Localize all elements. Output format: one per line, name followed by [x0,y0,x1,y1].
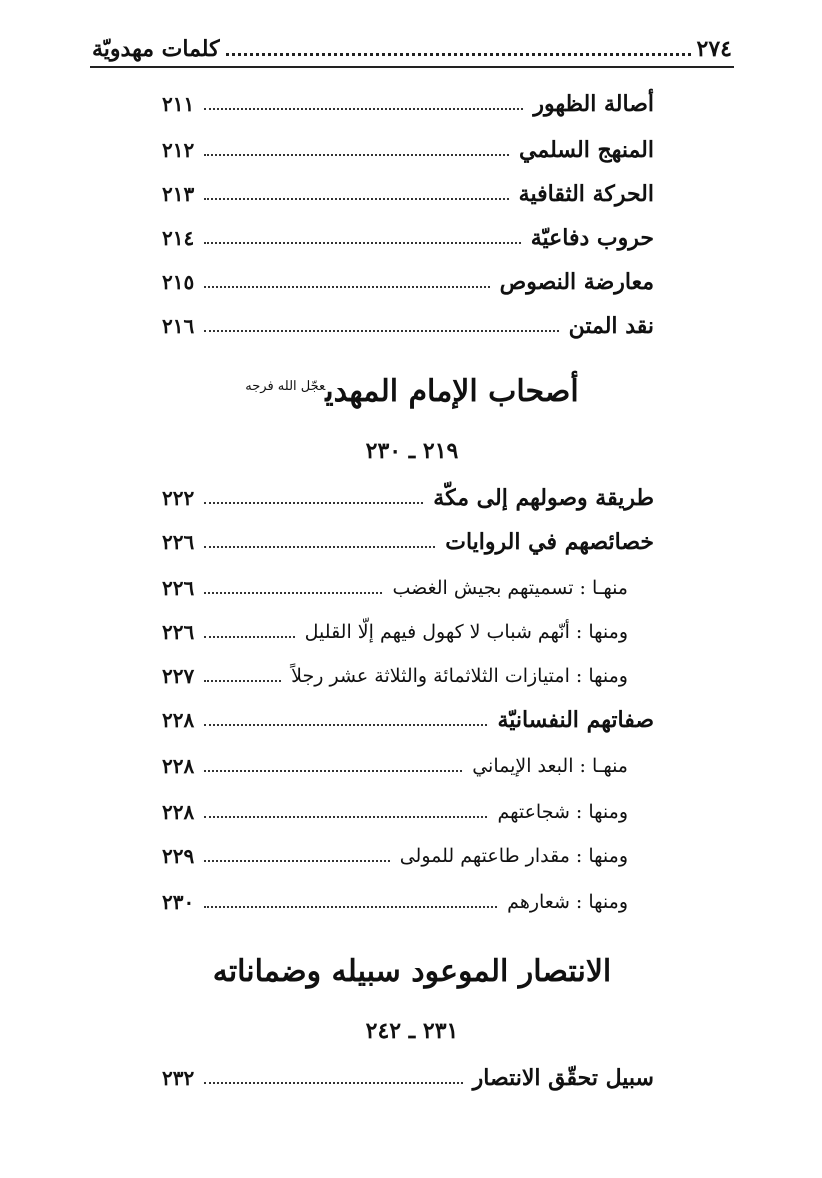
section-heading-text: أصحاب الإمام المهدي [325,374,579,409]
toc-entry-title: نقد المتن [568,313,654,339]
toc-entry-page: ٢٢٨ [162,800,195,824]
toc-entry-page: ٢١٥ [162,270,195,294]
leader-dots [204,242,520,244]
header-rule [90,66,734,68]
toc-entry-page: ٢٢٨ [162,754,195,778]
leader-dots [204,592,382,594]
toc-subentry[interactable] [162,748,628,784]
toc-entry-title: أصالة الظهور [533,91,654,117]
toc-entry[interactable] [162,132,654,168]
toc-entry[interactable] [162,308,654,344]
leader-dots [204,906,497,908]
toc-entry-title: خصائصهم في الروايات [445,529,654,555]
toc-entry-page: ٢٢٦ [162,620,195,644]
section-heading [90,374,734,409]
toc-entry[interactable] [162,480,654,516]
leader-dots [204,1082,462,1084]
section-heading-text: الانتصار الموعود سبيله وضماناته [212,954,612,989]
toc-subentry-title: منهـا : البعد الإيماني [472,755,628,777]
header-page-number: ٢٧٤ [696,36,732,62]
toc-entry-title: معارضة النصوص [499,269,654,295]
toc-subentry[interactable] [162,570,628,606]
toc-entry-page: ٢٢٧ [162,664,195,688]
toc-entry-title: المنهج السلمي [519,137,654,163]
toc-entry-page: ٢٢٦ [162,530,195,554]
honorific-mark: عجّل الله فرجه [245,379,326,394]
section-page-range: ٢٣١ ـ ٢٤٢ [365,1018,459,1044]
toc-entry[interactable] [162,524,654,560]
section-heading [90,954,734,989]
leader-dots [204,546,435,548]
toc-subentry[interactable] [162,838,628,874]
toc-entry[interactable] [162,176,654,212]
leader-dots [204,154,509,156]
header-leader-dots [226,53,691,56]
toc-entry[interactable] [162,264,654,300]
toc-entry-title: طريقة وصولهم إلى مكّة [433,485,654,511]
toc-subentry-title: منهـا : تسميتهم بجيش الغضب [392,577,628,599]
toc-subentry[interactable] [162,614,628,650]
header-book-title: كلمات مهدويّة [92,36,220,62]
leader-dots [204,860,389,862]
toc-entry-page: ٢٢٨ [162,708,195,732]
toc-subentry-title: ومنها : مقدار طاعتهم للمولى [399,845,628,867]
running-header [92,34,732,64]
leader-dots [204,330,558,332]
toc-entry-page: ٢١٦ [162,314,195,338]
leader-dots [204,724,487,726]
toc-entry-title: سبيل تحقّق الانتصار [472,1065,654,1091]
toc-entry-title: صفاتهم النفسانيّة [497,707,654,733]
toc-entry[interactable] [162,86,654,122]
toc-entry-page: ٢١١ [162,92,195,116]
toc-entry-page: ٢٣٠ [162,890,195,914]
leader-dots [204,108,523,110]
toc-entry-page: ٢٢٩ [162,844,195,868]
leader-dots [204,680,281,682]
toc-subentry[interactable] [162,884,628,920]
leader-dots [204,816,487,818]
section-page-range: ٢١٩ ـ ٢٣٠ [365,438,459,464]
toc-entry-page: ٢١٢ [162,138,195,162]
leader-dots [204,286,489,288]
toc-entry-page: ٢١٣ [162,182,195,206]
toc-subentry-title: ومنها : امتيازات الثلاثمائة والثلاثة عشر رجلاً [291,665,628,687]
toc-subentry-title: ومنها : شجاعتهم [497,801,628,823]
toc-entry[interactable] [162,220,654,256]
toc-subentry[interactable] [162,658,628,694]
leader-dots [204,770,462,772]
toc-entry[interactable] [162,702,654,738]
leader-dots [204,198,508,200]
toc-subentry-title: ومنها : أنّهم شباب لا كهول فيهم إلّا القليل [304,621,628,643]
toc-entry-title: الحركة الثقافية [518,181,654,207]
toc-subentry-title: ومنها : شعارهم [507,891,628,913]
toc-entry-page: ٢٢٢ [162,486,195,510]
toc-entry[interactable] [162,1060,654,1096]
toc-entry-page: ٢١٤ [162,226,195,250]
leader-dots [204,502,423,504]
toc-entry-page: ٢٣٢ [162,1066,195,1090]
toc-entry-page: ٢٢٦ [162,576,195,600]
toc-entry-title: حروب دفاعيّة [530,225,654,251]
leader-dots [204,636,294,638]
toc-subentry[interactable] [162,794,628,830]
